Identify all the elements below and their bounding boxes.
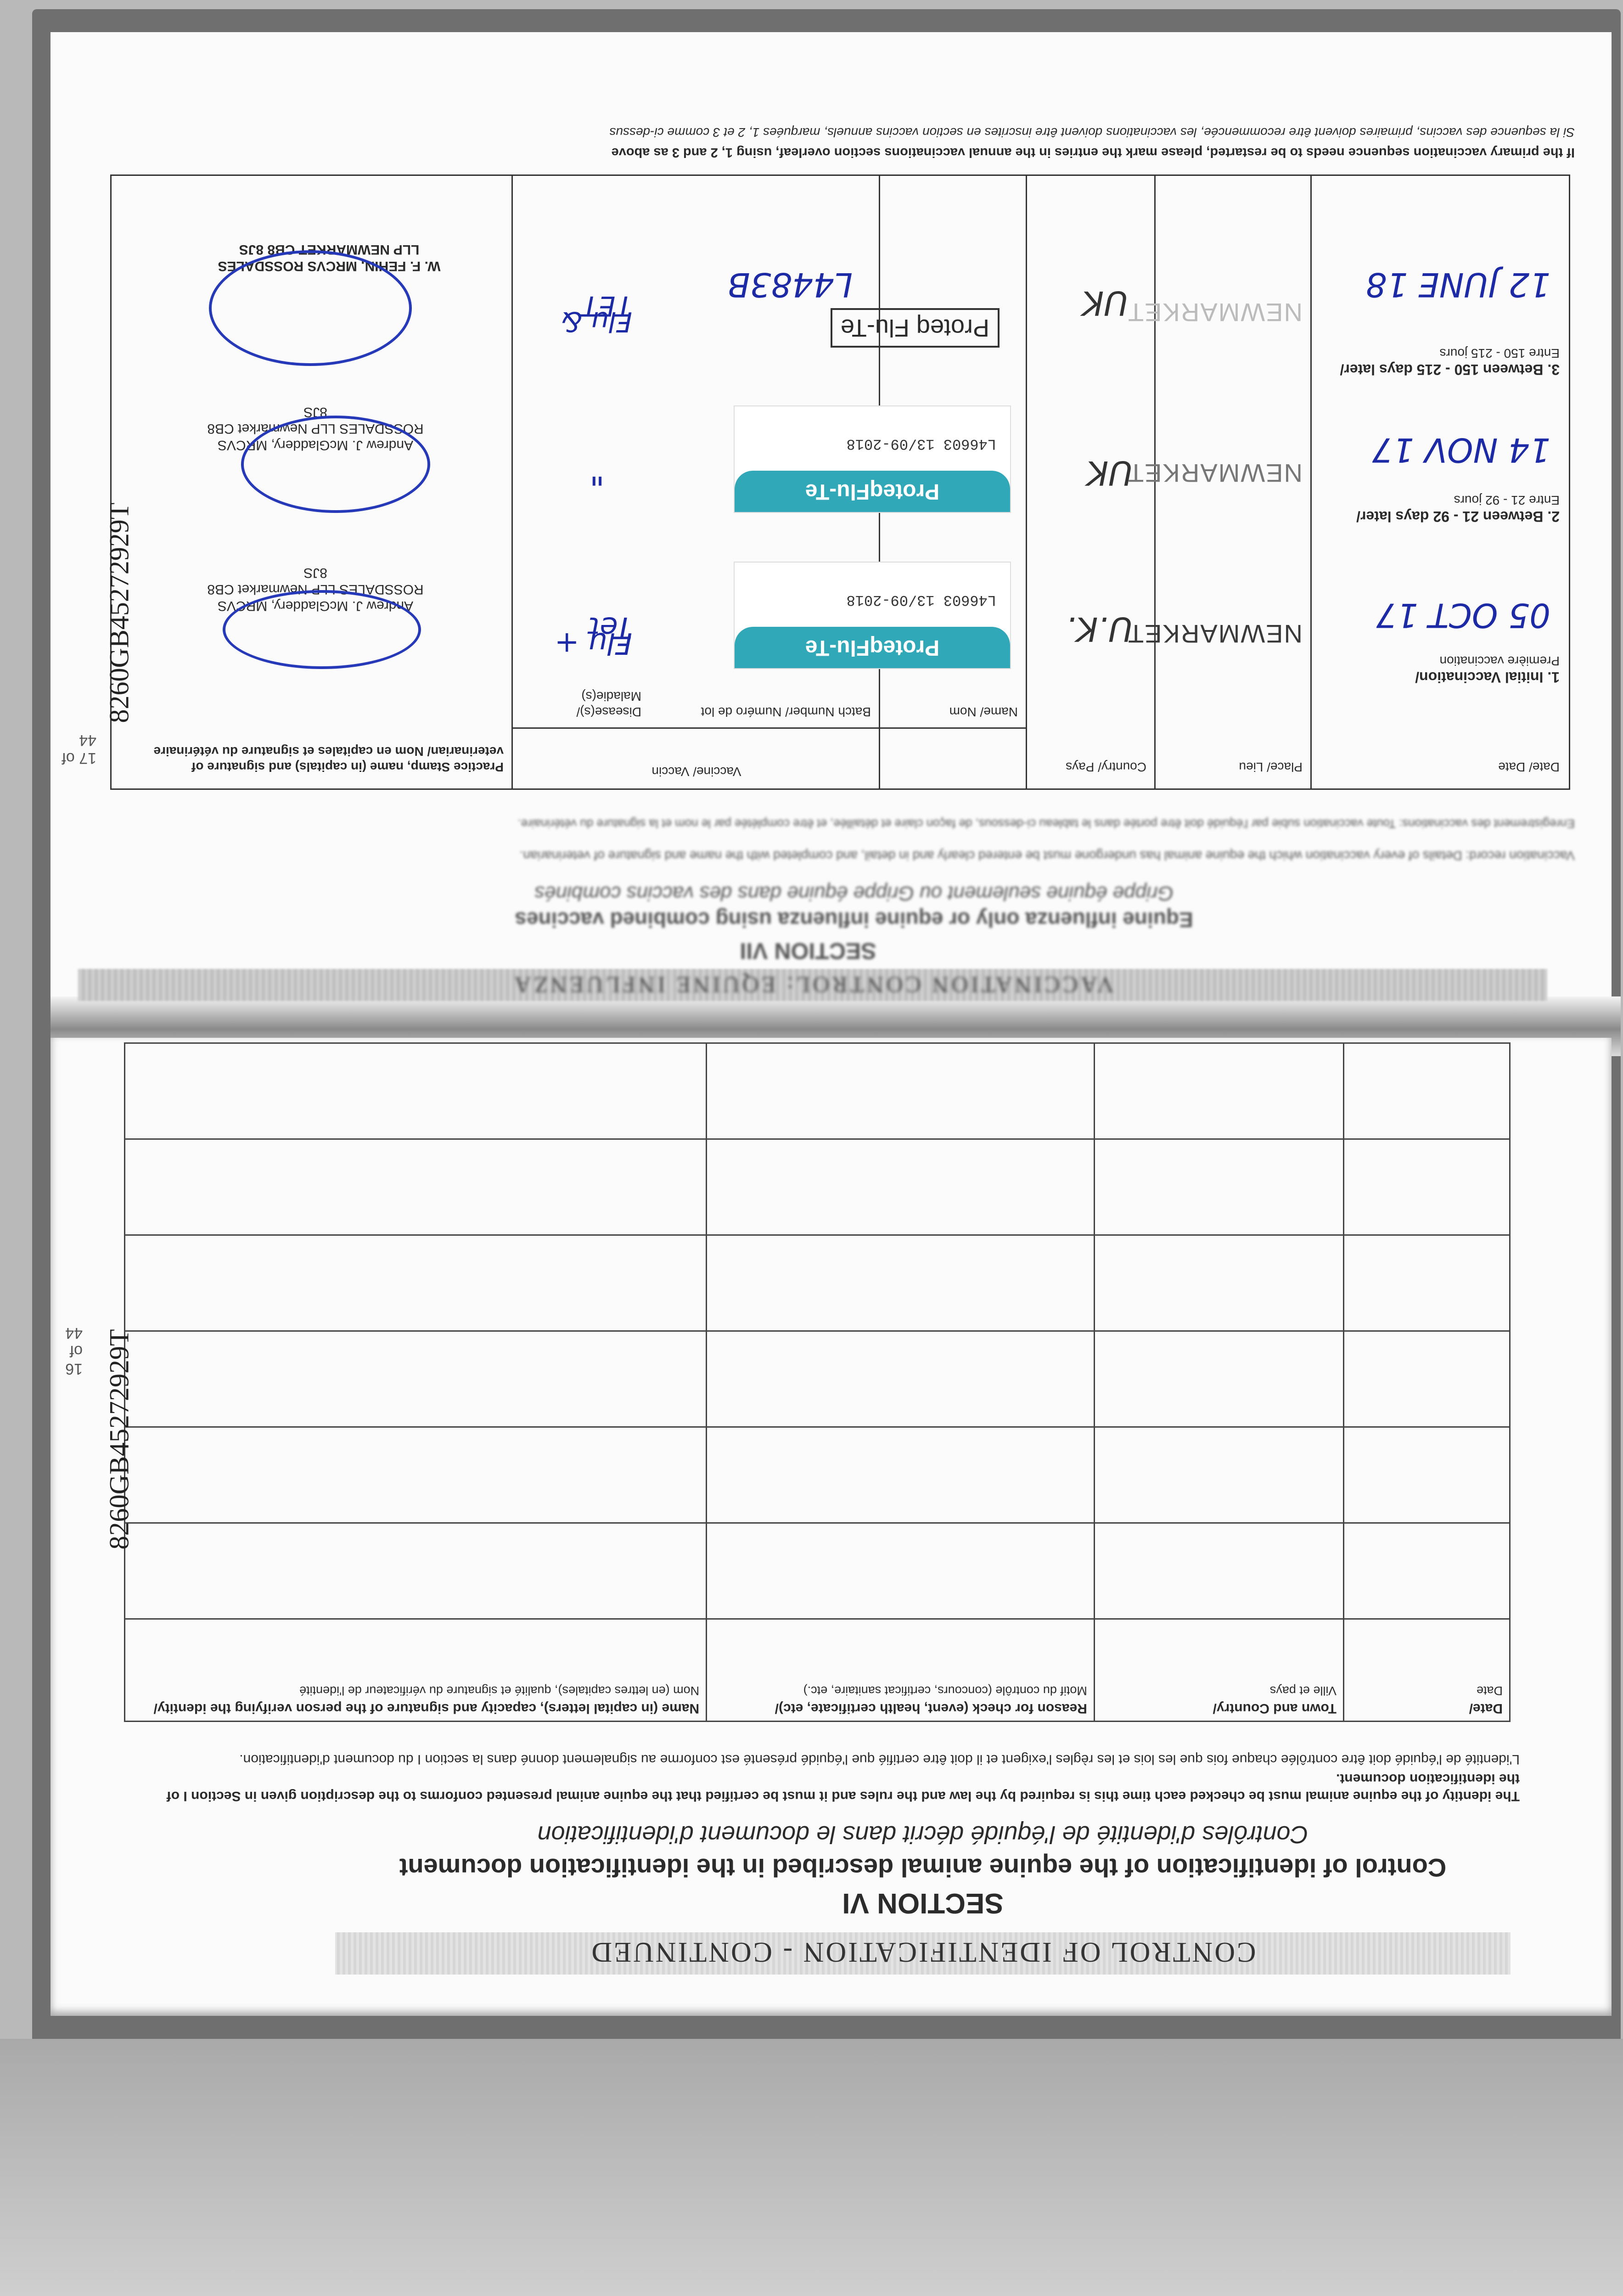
- section-vi-instructions-fr: L'identité de l'équidé doit être contrôlée chaque fois que les lois et les règles l'exigent et il doit être certifié que l'équidé présenté est conforme au signalement donné dans la section I du document d'identification.: [239, 1752, 1520, 1767]
- row2-label-en: 2. Between 21 - 92 days later/: [1356, 508, 1560, 525]
- table-row: [125, 1523, 1510, 1619]
- section-vi-banner: [335, 1932, 1511, 1975]
- section-vi-page: [51, 1038, 1612, 2016]
- row2-vet-stamp: Andrew J. McGladdery, MRCVS ROSSDALES LLP Newmarket CB8 8JS: [207, 405, 424, 453]
- row3-date: 12 JUNE 18: [1365, 265, 1550, 304]
- passport-number-bottom: 8260GB45272929T: [104, 1329, 135, 1550]
- row3-vet-stamp: W. F. FEHIN, MRCVS ROSSDALES LLP NEWMARKET CB8 8JS: [218, 242, 441, 274]
- section-vi-heading: Control of identification of the equine animal described in the identification document: [399, 1853, 1447, 1882]
- col-reason: [707, 1619, 1095, 1722]
- row1-label-fr: Première vaccination: [1439, 654, 1560, 668]
- row3-place: NEWMARKET: [1127, 298, 1303, 327]
- table-row: [125, 1139, 1510, 1235]
- row2-vaccine-sticker: [734, 405, 1011, 513]
- row3-vet-signature: [209, 250, 412, 366]
- table-row: [125, 1331, 1510, 1427]
- row2-disease: ": [589, 454, 605, 492]
- header-batch: Batch Number/ Numéro de lot: [701, 705, 871, 719]
- passport-number-top: 8260GB45272929T: [104, 502, 135, 723]
- restart-note: If the primary vaccination sequence needs to be restarted, please mark the entries in the annual vaccinations section overleaf, using 1, 2 and 3 as above: [611, 145, 1575, 160]
- col-verifier-fr: Nom (en lettres capitales), qualité et signature du vérificateur de l'identité: [299, 1684, 700, 1698]
- row3-label-en: 3. Between 150 - 215 days later/: [1340, 361, 1560, 378]
- page-number-17: 17 of 44: [62, 732, 96, 767]
- col-town-fr: Ville et pays: [1269, 1684, 1337, 1698]
- restart-note-fr: Si la sequence des vaccins, primaires doivent être recommencée, les vaccinations doivent être inscrites en section vaccins annuels, marquées 1, 2 et 3 comme ci-dessus: [609, 125, 1575, 140]
- col-town-en: Town and Country/: [1213, 1701, 1337, 1716]
- section-vii-heading-fr: Grippe équine seulement ou Grippe équine dans des vaccins combinés: [534, 882, 1174, 905]
- table-row: [125, 1235, 1510, 1331]
- section-vii-page: [51, 32, 1612, 1015]
- section-vii-note: Vaccination record: Details of every vaccination which the equine animal has undergone must be entered clearly and in detail, and completed with the name and signature of veterinarian.: [519, 849, 1575, 863]
- section-vii-heading: Equine influenza only or equine influenza using combined vaccines: [515, 908, 1193, 932]
- col-date-fr: Date: [1476, 1684, 1503, 1698]
- row2-label-fr: Entre 21 - 92 jours: [1454, 493, 1560, 507]
- row3-vaccine-name: Proteq Flu-Te: [831, 308, 1000, 348]
- section-vii-banner: [78, 969, 1547, 1001]
- row2-vaccine-name: ProteqFlu-Te: [735, 471, 1010, 512]
- row3-country: UK: [1082, 284, 1128, 322]
- row1-disease: Flu + Tet: [554, 610, 632, 660]
- table-row: [125, 1427, 1510, 1523]
- header-country: Country/ Pays: [1066, 760, 1146, 774]
- row3-batch: L4483B: [727, 265, 853, 304]
- row2-label: [1321, 492, 1560, 524]
- section-vii-note-fr: Enregistrement des vaccinations: Toute vaccination subie par l'équidé doit être portée dans le tableau ci-dessous, de façon claire et détaillée, et être complétée par le nom et la signature du vétérinaire.: [517, 817, 1575, 831]
- row1-vaccine-sticker: [734, 562, 1011, 669]
- col-reason-en: Reason for check (event, health certificate, etc)/: [775, 1701, 1087, 1716]
- row1-batch: L46603 13/09-2018: [846, 591, 996, 608]
- row1-country: U.K.: [1066, 610, 1133, 648]
- row3-disease: Flu & TET: [561, 290, 632, 338]
- vaccination-table: [110, 174, 1570, 790]
- row3-label-fr: Entre 150 - 215 jours: [1439, 346, 1560, 360]
- scan-shadow: [0, 2039, 1623, 2296]
- header-place: Place/ Lieu: [1239, 760, 1303, 774]
- row2-date: 14 NOV 17: [1372, 431, 1550, 469]
- col-verifier-en: Name (in capital letters), capacity and signature of the person verifying the identity/: [153, 1701, 700, 1716]
- row2-vet-signature: [241, 416, 430, 513]
- section-vii-label: SECTION VII: [740, 938, 876, 964]
- section-vi-instructions: The identity of the equine animal must be checked each time this is required by the law and the rules and it must be certified that the equine animal presented conforms to the description given in Section I of the identification document.: [166, 1771, 1520, 1804]
- header-vet: Practice Stamp, name (in capitals) and signature of veterinarian/ Nom en capitales et signature du vétérinaire: [153, 744, 504, 774]
- table-row: [125, 1043, 1510, 1139]
- section-vi-heading-fr: Contrôles d'identité de l'équidé décrit dans le document d'identification: [537, 1821, 1309, 1848]
- col-date-en: Date/: [1469, 1701, 1503, 1716]
- row1-vaccine-name: ProteqFlu-Te: [735, 627, 1010, 668]
- section-vi-label: SECTION VI: [842, 1887, 1004, 1919]
- identity-check-table: [124, 1042, 1511, 1722]
- row1-vet-stamp: Andrew J. McGladdery, MRCVS ROSSDALES LLP Newmarket CB8 8JS: [207, 565, 424, 613]
- col-verifier: [125, 1619, 707, 1722]
- row1-date: 05 OCT 17: [1376, 596, 1550, 635]
- header-date: Date/ Date: [1498, 760, 1560, 774]
- row2-country: UK: [1087, 454, 1133, 492]
- col-reason-fr: Motif du contrôle (concours, certificat sanitaire, etc.): [803, 1684, 1087, 1698]
- col-town: [1094, 1619, 1343, 1722]
- identity-check-header-row: [125, 1619, 1510, 1722]
- row2-batch: L46603 13/09-2018: [846, 435, 996, 452]
- row1-vet-signature: [223, 590, 421, 669]
- row2-place: NEWMARKET: [1127, 459, 1303, 488]
- section-vi-banner-text: CONTROL OF IDENTIFICATION - CONTINUED: [590, 1936, 1256, 1968]
- col-date: [1343, 1619, 1510, 1722]
- row1-place: NEWMARKET: [1127, 619, 1303, 648]
- section-vii-banner-text: VACCINATION CONTROL: EQUINE INFLUENZA: [511, 972, 1114, 998]
- row3-label: [1321, 345, 1560, 377]
- row1-label-en: 1. Initial Vaccination/: [1415, 669, 1560, 686]
- header-disease: Disease(s)/ Maladie(s): [576, 689, 641, 719]
- header-vaccine-name: Name/ Nom: [949, 705, 1018, 719]
- page-number-16: 16 of 44: [65, 1324, 83, 1378]
- header-vaccine: Vaccine/ Vaccin: [651, 765, 741, 779]
- row1-label: [1321, 653, 1560, 685]
